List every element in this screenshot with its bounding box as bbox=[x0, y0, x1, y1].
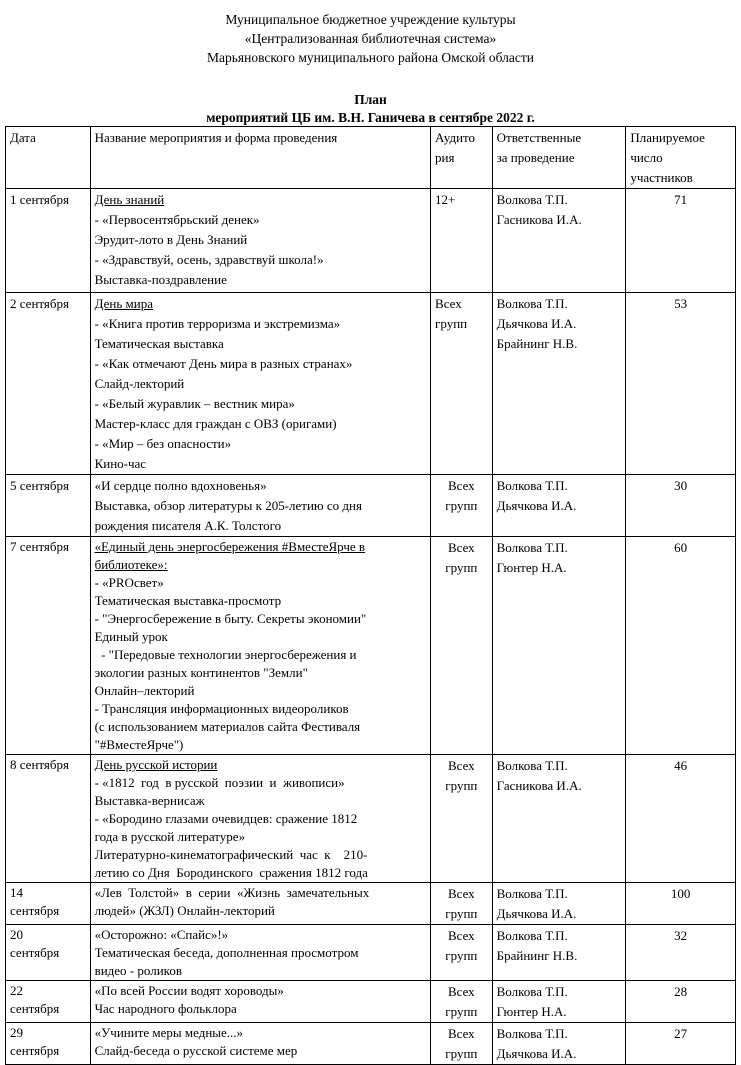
cell-audience bbox=[431, 537, 493, 755]
cell-date bbox=[6, 189, 91, 293]
event-line: - Трансляция информационных видеороликов bbox=[94, 701, 349, 716]
event-line: летию со Дня Бородинского сражения 1812 года bbox=[94, 865, 368, 880]
event-line: - «Здравствуй, осень, здравствуй школа!» bbox=[94, 252, 324, 267]
audience-line: групп bbox=[445, 560, 478, 575]
event-line: Эрудит-лото в День Знаний bbox=[94, 232, 248, 247]
date-line: 8 сентября bbox=[10, 757, 69, 772]
table-header-row bbox=[6, 127, 736, 189]
cell-responsible bbox=[492, 475, 626, 537]
event-line: Онлайн–лекторий bbox=[94, 683, 195, 698]
responsible-person: Волкова Т.П. bbox=[496, 296, 568, 311]
header-responsible-line: за проведение bbox=[496, 150, 575, 165]
cell-date bbox=[6, 883, 91, 925]
cell-participants: 100 bbox=[626, 883, 736, 925]
event-line: - «Книга против терроризма и экстремизма» bbox=[94, 316, 341, 331]
header-responsible-line: Ответственные bbox=[496, 130, 582, 145]
cell-date bbox=[6, 1023, 91, 1065]
cell-audience bbox=[431, 1023, 493, 1065]
header-date: Дата bbox=[6, 127, 91, 189]
date-line: сентября bbox=[10, 945, 60, 960]
date-line: 1 сентября bbox=[10, 192, 69, 207]
responsible-person: Брайнинг Н.В. bbox=[496, 948, 578, 963]
cell-event bbox=[90, 475, 430, 537]
cell-date bbox=[6, 981, 91, 1023]
audience-line: Всех bbox=[447, 1026, 475, 1041]
header-count-line: Планируемое bbox=[630, 130, 705, 145]
table-row bbox=[6, 883, 736, 925]
date-line: 14 bbox=[10, 885, 23, 900]
event-line: Выставка, обзор литературы к 205-летию со дня bbox=[94, 498, 362, 513]
audience-line: групп bbox=[445, 1004, 478, 1019]
cell-participants: 71 bbox=[626, 189, 736, 293]
event-line: «По всей России водят хороводы» bbox=[94, 983, 284, 998]
responsible-person: Дьячкова И.А. bbox=[496, 498, 577, 513]
audience-line: групп bbox=[445, 778, 478, 793]
header-count-line: число bbox=[630, 150, 663, 165]
cell-date bbox=[6, 537, 91, 755]
header-count bbox=[626, 127, 736, 189]
cell-event bbox=[90, 537, 430, 755]
event-line: года в русской литературе» bbox=[94, 829, 246, 844]
cell-participants: 60 bbox=[626, 537, 736, 755]
event-line: Выставка-вернисаж bbox=[94, 793, 205, 808]
cell-audience bbox=[431, 883, 493, 925]
cell-participants: 28 bbox=[626, 981, 736, 1023]
cell-event bbox=[90, 755, 430, 883]
cell-participants: 46 bbox=[626, 755, 736, 883]
date-line: 2 сентября bbox=[10, 296, 69, 311]
event-line: Кино-час bbox=[94, 456, 147, 471]
date-line: сентября bbox=[10, 1043, 60, 1058]
cell-audience bbox=[431, 755, 493, 883]
org-header bbox=[0, 10, 741, 67]
cell-date bbox=[6, 755, 91, 883]
plan-heading bbox=[0, 91, 741, 127]
event-line: "#ВместеЯрче") bbox=[94, 737, 184, 752]
responsible-person: Дьячкова И.А. bbox=[496, 1046, 577, 1061]
event-line: Слайд-лекторий bbox=[94, 376, 185, 391]
responsible-person: Волкова Т.П. bbox=[496, 758, 568, 773]
responsible-person: Волкова Т.П. bbox=[496, 886, 568, 901]
date-line: 7 сентября bbox=[10, 539, 69, 554]
table-body bbox=[6, 189, 736, 1065]
cell-event bbox=[90, 925, 430, 981]
event-title: «Единый день энергосбережения #ВместеЯрче в bbox=[94, 539, 366, 554]
responsible-person: Волкова Т.П. bbox=[496, 478, 568, 493]
event-line: «Осторожно: «Спайс»!» bbox=[94, 927, 229, 942]
date-line: 22 bbox=[10, 983, 23, 998]
cell-audience bbox=[431, 981, 493, 1023]
table-row bbox=[6, 293, 736, 475]
event-line: - «Первосентябрьский денек» bbox=[94, 212, 260, 227]
table-row bbox=[6, 981, 736, 1023]
table-row bbox=[6, 189, 736, 293]
event-line: - «Белый журавлик – вестник мира» bbox=[94, 396, 295, 411]
event-title: День знаний bbox=[94, 192, 165, 207]
header-count-line: участников bbox=[630, 170, 693, 185]
cell-participants: 27 bbox=[626, 1023, 736, 1065]
audience-line: групп bbox=[445, 948, 478, 963]
cell-responsible bbox=[492, 293, 626, 475]
event-line: - «Как отмечают День мира в разных странах» bbox=[94, 356, 353, 371]
responsible-person: Гасникова И.А. bbox=[496, 212, 582, 227]
event-line: (с использованием материалов сайта Фестиваля bbox=[94, 719, 361, 734]
cell-audience bbox=[431, 189, 493, 293]
responsible-person: Волкова Т.П. bbox=[496, 1026, 568, 1041]
cell-responsible bbox=[492, 981, 626, 1023]
audience-line: групп bbox=[445, 906, 478, 921]
plan-subtitle: мероприятий ЦБ им. В.Н. Ганичева в сентябре 2022 г. bbox=[206, 110, 535, 125]
event-line: - «PROсвет» bbox=[94, 575, 164, 590]
audience-line: Всех bbox=[447, 540, 475, 555]
table-row bbox=[6, 537, 736, 755]
event-title: День мира bbox=[94, 296, 153, 311]
event-line: «И сердце полно вдохновенья» bbox=[94, 478, 267, 493]
responsible-person: Гюнтер Н.А. bbox=[496, 1004, 567, 1019]
cell-event bbox=[90, 293, 430, 475]
event-line: - "Энергосбережение в быту. Секреты экономии" bbox=[94, 611, 367, 626]
date-line: 29 bbox=[10, 1025, 23, 1040]
event-line: видео - роликов bbox=[94, 963, 182, 978]
event-line: рождения писателя А.К. Толстого bbox=[94, 518, 282, 533]
responsible-person: Волкова Т.П. bbox=[496, 928, 568, 943]
responsible-person: Волкова Т.П. bbox=[496, 540, 568, 555]
audience-line: Всех bbox=[435, 296, 462, 311]
header-audience-line: Аудито bbox=[435, 130, 476, 145]
audience-line: групп bbox=[445, 498, 478, 513]
cell-responsible bbox=[492, 755, 626, 883]
event-line: «Учините меры медные...» bbox=[94, 1025, 244, 1040]
event-line: Тематическая беседа, дополненная просмотром bbox=[94, 945, 359, 960]
audience-line: Всех bbox=[447, 758, 475, 773]
cell-event bbox=[90, 1023, 430, 1065]
cell-responsible bbox=[492, 883, 626, 925]
header-name: Название мероприятия и форма проведения bbox=[90, 127, 430, 189]
audience-line: Всех bbox=[447, 886, 475, 901]
cell-date bbox=[6, 293, 91, 475]
cell-date bbox=[6, 925, 91, 981]
cell-responsible bbox=[492, 537, 626, 755]
events-table bbox=[5, 126, 736, 1065]
responsible-person: Гасникова И.А. bbox=[496, 778, 582, 793]
responsible-person: Волкова Т.П. bbox=[496, 984, 568, 999]
event-line: Мастер-класс для граждан с ОВЗ (оригами) bbox=[94, 416, 337, 431]
responsible-person: Волкова Т.П. bbox=[496, 192, 568, 207]
audience-line: групп bbox=[445, 1046, 478, 1061]
audience-line: групп bbox=[435, 316, 468, 331]
cell-participants: 53 bbox=[626, 293, 736, 475]
event-line: Час народного фольклора bbox=[94, 1001, 237, 1016]
event-title: библиотеке»: bbox=[94, 557, 168, 572]
date-line: сентября bbox=[10, 903, 60, 918]
event-line: - «1812 год в русской поэзии и живописи» bbox=[94, 775, 345, 790]
table-row bbox=[6, 1023, 736, 1065]
cell-date bbox=[6, 475, 91, 537]
event-line: Выставка-поздравление bbox=[94, 272, 227, 287]
responsible-person: Дьячкова И.А. bbox=[496, 316, 577, 331]
cell-responsible bbox=[492, 189, 626, 293]
cell-event bbox=[90, 189, 430, 293]
event-line: - «Мир – без опасности» bbox=[94, 436, 232, 451]
event-line: экологии разных континентов "Земли" bbox=[94, 665, 308, 680]
header-responsible bbox=[492, 127, 626, 189]
table-row bbox=[6, 475, 736, 537]
cell-audience bbox=[431, 293, 493, 475]
cell-responsible bbox=[492, 925, 626, 981]
event-line: Литературно-кинематографический час к 210- bbox=[94, 847, 368, 862]
org-line-2: «Централизованная библиотечная система» bbox=[244, 31, 497, 46]
responsible-person: Гюнтер Н.А. bbox=[496, 560, 567, 575]
event-line: - «Бородино глазами очевидцев: сражение 1812 bbox=[94, 811, 358, 826]
cell-participants: 32 bbox=[626, 925, 736, 981]
event-line: Слайд-беседа о русской системе мер bbox=[94, 1043, 298, 1058]
cell-responsible bbox=[492, 1023, 626, 1065]
org-line-1: Муниципальное бюджетное учреждение культуры bbox=[225, 12, 516, 27]
header-audience bbox=[431, 127, 493, 189]
responsible-person: Брайнинг Н.В. bbox=[496, 336, 578, 351]
event-line: - "Передовые технологии энергосбережения и bbox=[94, 647, 357, 662]
event-line: Единый урок bbox=[94, 629, 168, 644]
audience-line: Всех bbox=[447, 984, 475, 999]
org-line-3: Марьяновского муниципального района Омской области bbox=[207, 50, 534, 65]
audience-line: 12+ bbox=[435, 192, 456, 207]
table-row bbox=[6, 925, 736, 981]
date-line: 5 сентября bbox=[10, 478, 69, 493]
event-line: Тематическая выставка-просмотр bbox=[94, 593, 282, 608]
event-title: День русской истории bbox=[94, 757, 218, 772]
table-row bbox=[6, 755, 736, 883]
cell-event bbox=[90, 883, 430, 925]
cell-audience bbox=[431, 475, 493, 537]
date-line: сентября bbox=[10, 1001, 60, 1016]
event-line: «Лев Толстой» в серии «Жизнь замечательных bbox=[94, 885, 370, 900]
event-line: Тематическая выставка bbox=[94, 336, 224, 351]
date-line: 20 bbox=[10, 927, 23, 942]
audience-line: Всех bbox=[447, 928, 475, 943]
audience-line: Всех bbox=[447, 478, 475, 493]
plan-title: План bbox=[354, 92, 387, 107]
event-line: людей» (ЖЗЛ) Онлайн-лекторий bbox=[94, 903, 275, 918]
cell-audience bbox=[431, 925, 493, 981]
cell-event bbox=[90, 981, 430, 1023]
header-audience-line: рия bbox=[435, 150, 455, 165]
responsible-person: Дьячкова И.А. bbox=[496, 906, 577, 921]
cell-participants: 30 bbox=[626, 475, 736, 537]
